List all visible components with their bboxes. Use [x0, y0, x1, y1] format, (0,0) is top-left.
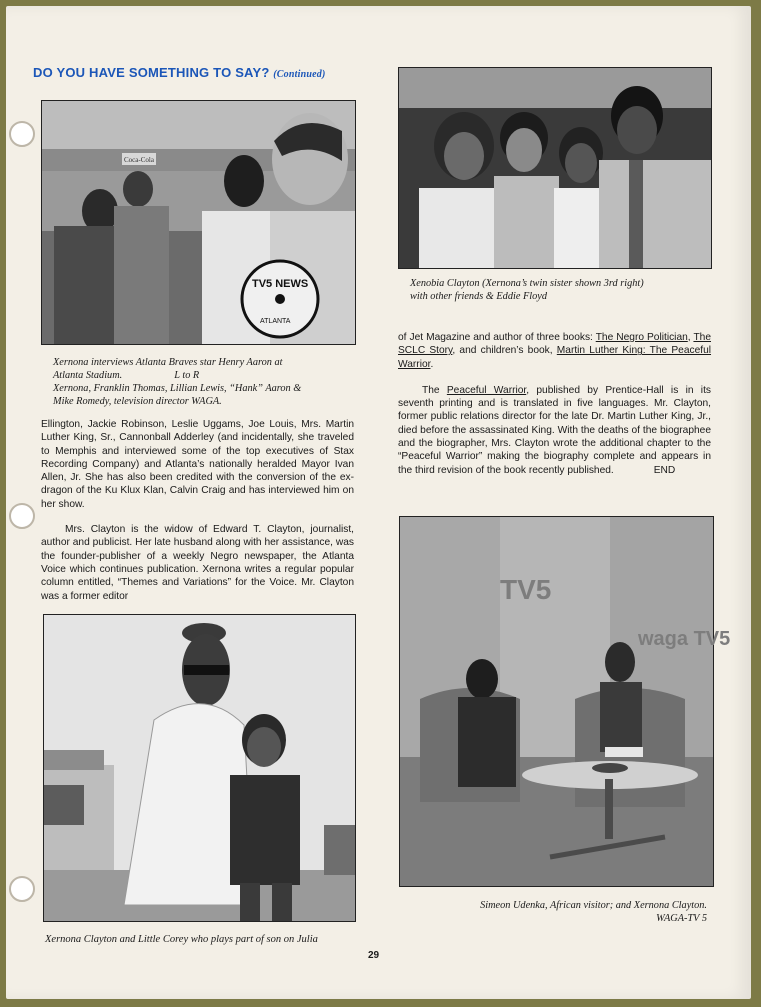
heading-title: DO YOU HAVE SOMETHING TO SAY?: [33, 65, 270, 80]
left-paragraph-1: Ellington, Jackie Robinson, Leslie Uggams, Joe Louis, Mrs. Martin Luther King, Sr., Cannonball Adderley (and incidentally, she traveled to Memphis and interviewed some of the top executives of Stax Recording Company) and Atlanta’s nationally heralded Mayor Ivan Allen, Jr. She has also been credited with the conversion of the ex-dragon of the Ku Klux Klan, Calvin Craig and has interviewed him on her show.: [41, 419, 354, 510]
caption-aaron: [53, 356, 353, 408]
photo-tv-studio: [399, 516, 731, 887]
caption-xenobia: [410, 277, 710, 303]
right-p1-sep: ,: [687, 332, 694, 343]
right-p1-end: .: [430, 358, 434, 370]
set-logo-wall: waga TV5: [638, 628, 731, 650]
right-paragraph-2: [398, 384, 711, 477]
left-column-text: [41, 418, 354, 603]
caption-aaron-line4: Mike Romedy, television director WAGA.: [53, 396, 222, 407]
stadium-sign-text: Coca-Cola: [124, 156, 154, 164]
photo-xernona-corey: [43, 614, 356, 922]
right-p2-text-a: The: [422, 384, 447, 396]
page-number: 29: [368, 950, 380, 961]
caption-aaron-line2: Atlanta Stadium.: [53, 370, 123, 381]
binder-hole: [9, 503, 35, 529]
heading-continued: (Continued): [273, 69, 326, 80]
end-mark: END: [653, 464, 676, 476]
right-paragraph-1: [398, 331, 711, 371]
caption-xenobia-line1: Xenobia Clayton (Xernona’s twin sister shown 3rd right): [410, 278, 644, 289]
right-p1-text-b: , and children’s book,: [452, 345, 557, 357]
tv5-badge-top: TV5 NEWS: [252, 278, 309, 290]
set-logo-main: TV5: [500, 574, 552, 605]
tv5-badge-bottom: ATLANTA: [260, 318, 291, 325]
caption-udenka-line1: Simeon Udenka, African visitor; and Xernona Clayton.: [480, 900, 707, 911]
photo-aaron-interview: [41, 100, 356, 345]
page-heading: [33, 65, 326, 80]
right-column-text: [398, 331, 711, 477]
caption-aaron-line3: Xernona, Franklin Thomas, Lillian Lewis, “Hank” Aaron &: [53, 383, 302, 394]
caption-aaron-ltor: L to R: [174, 370, 200, 381]
binder-hole: [9, 121, 35, 147]
caption-udenka: [402, 899, 707, 925]
caption-aaron-line1: Xernona interviews Atlanta Braves star Henry Aaron at: [53, 357, 283, 368]
right-p1-text-a: of Jet Magazine and author of three books:: [398, 332, 596, 343]
photo-xenobia-group: [398, 67, 712, 269]
book-title-peaceful-warrior: Martin Luther King: The Peaceful Warrior: [398, 345, 712, 370]
right-p2-text-b: , published by Prentice-Hall is in its seventh printing and is translated in five languages. Mr. Clayton, former public relations director for the late Dr. Martin Luther King, Jr., died before the assassinated King. With the deaths of the biographee and the biographer, Mrs. Clayton wrote the additional chapter to the “Peaceful Warrior” making the biography complete and appears in the third revision of the book recently published.: [398, 384, 711, 476]
book-title-sclc-story: The SCLC Story: [398, 332, 711, 357]
binder-hole: [9, 876, 35, 902]
caption-corey: Xernona Clayton and Little Corey who plays part of son on Julia: [45, 934, 318, 945]
book-title-negro-politician: The Negro Politician: [595, 332, 688, 343]
left-paragraph-2: Mrs. Clayton is the widow of Edward T. Clayton, journalist, author and publicist. Her late husband along with her assistance, was the founder-publisher of a weekly Negro newspaper, the Atlanta Voice which continues publication. Xernona writes a regular popular column entitled, “Themes and Variations” for the Voice. Mr. Clayton was a former editor: [41, 524, 354, 602]
caption-xenobia-line2: with other friends & Eddie Floyd: [410, 291, 547, 302]
caption-udenka-line2: WAGA-TV 5: [656, 913, 707, 924]
book-title-peaceful-warrior-short: Peaceful Warrior: [446, 384, 527, 396]
